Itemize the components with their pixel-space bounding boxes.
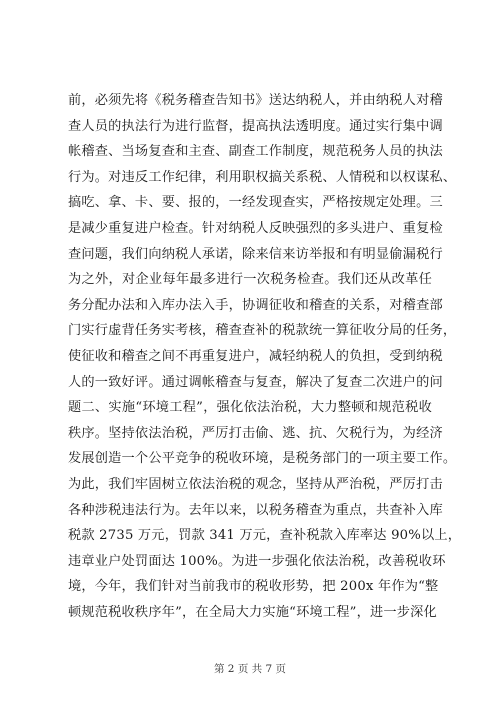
text-line: 违章业户处罚面达 100%。为进一步强化依法治税，改善税收环 bbox=[68, 553, 446, 569]
text-line: 使征收和稽查之间不再重复进户，减轻纳税人的负担，受到纳税 bbox=[68, 348, 443, 364]
text-line: 发展创造一个公平竞争的税收环境，是税务部门的一项主要工作。 bbox=[68, 451, 457, 467]
text-line: 查问题，我们向纳税人承诺，除来信来访举报和有明显偷漏税行 bbox=[68, 246, 443, 262]
text-line: 为之外，对企业每年最多进行一次税务检查。我们还从改革任 bbox=[68, 272, 432, 288]
text-line: 查人员的执法行为进行监督，提高执法透明度。通过实行集中调 bbox=[68, 118, 443, 134]
text-line: 门实行虚背任务实考核，稽查查补的税款统一算征收分局的任务， bbox=[68, 323, 457, 339]
text-line: 前，必须先将《税务稽查告知书》送达纳税人，并由纳税人对稽 bbox=[68, 93, 443, 108]
text-line: 秩序。坚持依法治税，严厉打击偷、逃、抗、欠税行为，为经济 bbox=[68, 425, 443, 441]
text-line: 为此，我们牢固树立依法治税的观念，坚持从严治税，严厉打击 bbox=[68, 476, 443, 492]
text-line: 帐稽查、当场复查和主查、副查工作制度，规范税务人员的执法 bbox=[68, 144, 443, 160]
text-line: 顿规范税收秩序年”，在全局大力实施“环境工程”，进一步深化 bbox=[68, 604, 437, 620]
body-text bbox=[68, 88, 462, 625]
text-line: 行为。对违反工作纪律，利用职权搞关系税、人情税和以权谋私、 bbox=[68, 169, 457, 185]
text-line: 是减少重复进户检查。针对纳税人反映强烈的多头进户、重复检 bbox=[68, 220, 443, 236]
text-line: 境，今年，我们针对当前我市的税收形势，把 200x 年作为“整 bbox=[68, 579, 439, 595]
text-line: 搞吃、拿、卡、要、报的，一经发现查实，严格按规定处理。三 bbox=[68, 195, 443, 211]
text-line: 务分配办法和入库办法入手，协调征收和稽查的关系，对稽查部 bbox=[68, 297, 443, 313]
text-line: 题二、实施“环境工程”，强化依法治税，大力整顿和规范税收 bbox=[68, 400, 432, 416]
text-line: 税款 2735 万元，罚款 341 万元，查补税款入库率达 90%以上， bbox=[68, 528, 462, 544]
page-number-footer: 第 2 页 共 7 页 bbox=[213, 663, 287, 675]
text-line: 人的一致好评。通过调帐稽查与复查，解决了复查二次进户的问 bbox=[68, 374, 443, 390]
text-line: 各种涉税违法行为。去年以来，以税务稽查为重点，共查补入库 bbox=[68, 502, 443, 518]
